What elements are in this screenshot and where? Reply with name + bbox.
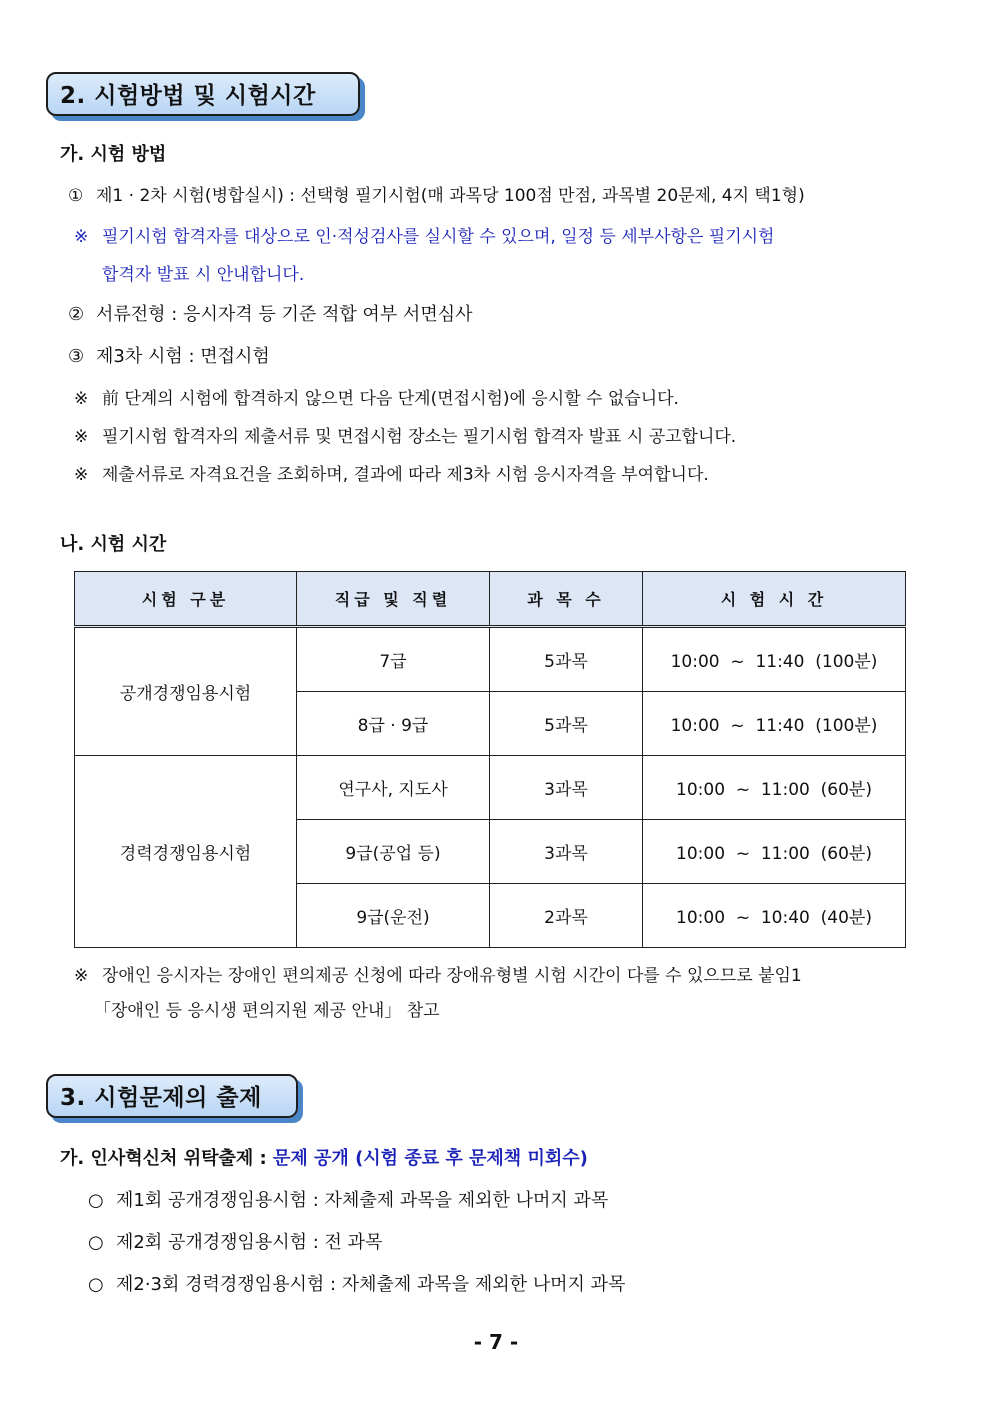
method-note-3 [74, 422, 736, 447]
question-release-prefix: 가. 인사혁신처 위탁출제 : [60, 1148, 273, 1169]
circle-bullet: ○ [88, 1190, 104, 1211]
method-item-1 [68, 181, 805, 206]
method-item-1-text: 제1 · 2차 시험(병합실시) : 선택형 필기시험(매 과목당 100점 만점, 과목별 20문제, 4지 택1형) [96, 186, 805, 206]
time-note-line2: 「장애인 등 응시생 편의지원 제공 안내」 참고 [94, 1001, 440, 1021]
page-number: - 7 - [473, 1330, 519, 1354]
grade-cell: 9급(공업 등) [297, 820, 490, 884]
method-note-2-text: 前 단계의 시험에 합격하지 않으면 다음 단계(면접시험)에 응시할 수 없습니다. [102, 389, 679, 409]
header-subject-count: 과 목 수 [490, 572, 643, 627]
reference-mark: ※ [74, 389, 89, 409]
table-row [75, 756, 906, 820]
subheading-exam-method: 가. 시험 방법 [60, 144, 167, 165]
section-3-title: 3. 시험문제의 출제 [46, 1074, 298, 1118]
circled-2-marker: ② [68, 304, 85, 325]
reference-mark: ※ [74, 427, 89, 447]
subjects-cell: 5과목 [490, 692, 643, 756]
reference-mark: ※ [74, 465, 89, 485]
time-note-line1: 장애인 응시자는 장애인 편의제공 신청에 따라 장애유형별 시험 시간이 다를 수 있으므로 붙임1 [102, 966, 802, 986]
reference-mark: ※ [74, 227, 89, 247]
list-item [88, 1186, 608, 1212]
question-release-highlight: 문제 공개 (시험 종료 후 문제책 미회수) [272, 1148, 588, 1169]
list-item [88, 1228, 382, 1254]
time-cell: 10:00 ~ 10:40 (40분) [643, 884, 906, 948]
grade-cell: 7급 [297, 627, 490, 692]
circled-1-marker: ① [68, 186, 84, 206]
table-header-row [75, 572, 906, 627]
grade-cell: 8급 · 9급 [297, 692, 490, 756]
list-item-text: 제1회 공개경쟁임용시험 : 자체출제 과목을 제외한 나머지 과목 [116, 1190, 609, 1211]
method-item-2 [68, 300, 473, 326]
circle-bullet: ○ [88, 1232, 104, 1253]
list-item-text: 제2회 공개경쟁임용시험 : 전 과목 [116, 1232, 383, 1253]
table-row [75, 627, 906, 692]
time-cell: 10:00 ~ 11:00 (60분) [643, 756, 906, 820]
circled-3-marker: ③ [68, 346, 85, 367]
method-note-1 [74, 222, 774, 247]
circle-bullet: ○ [88, 1274, 104, 1295]
method-note-2 [74, 384, 679, 409]
subjects-cell: 2과목 [490, 884, 643, 948]
reference-mark: ※ [74, 966, 89, 986]
time-cell: 10:00 ~ 11:40 (100분) [643, 627, 906, 692]
method-item-2-text: 서류전형 : 응시자격 등 기준 적합 여부 서면심사 [96, 304, 473, 325]
subheading-question-release [60, 1144, 588, 1170]
time-cell: 10:00 ~ 11:40 (100분) [643, 692, 906, 756]
method-note-4-text: 제출서류로 자격요건을 조회하며, 결과에 따라 제3차 시험 응시자격을 부여합니다. [102, 465, 709, 485]
grade-cell: 연구사, 지도사 [297, 756, 490, 820]
method-note-3-text: 필기시험 합격자의 제출서류 및 면접시험 장소는 필기시험 합격자 발표 시 공고합니다. [102, 427, 737, 447]
list-item [88, 1270, 625, 1296]
subjects-cell: 5과목 [490, 627, 643, 692]
exam-schedule-table [74, 571, 906, 948]
subjects-cell: 3과목 [490, 756, 643, 820]
group-name: 공개경쟁임용시험 [75, 627, 297, 756]
list-item-text: 제2·3회 경력경쟁임용시험 : 자체출제 과목을 제외한 나머지 과목 [116, 1274, 626, 1295]
time-cell: 10:00 ~ 11:00 (60분) [643, 820, 906, 884]
header-exam-type: 시험 구분 [75, 572, 297, 627]
method-note-1-line1: 필기시험 합격자를 대상으로 인·적성검사를 실시할 수 있으며, 일정 등 세부사항은 필기시험 [102, 227, 775, 247]
method-note-1-line2: 합격자 발표 시 안내합니다. [102, 265, 305, 285]
header-exam-time: 시 험 시 간 [643, 572, 906, 627]
subjects-cell: 3과목 [490, 820, 643, 884]
subheading-exam-time: 나. 시험 시간 [60, 534, 167, 555]
method-note-4 [74, 460, 709, 485]
section-2-title: 2. 시험방법 및 시험시간 [46, 72, 360, 116]
method-item-3 [68, 342, 270, 368]
grade-cell: 9급(운전) [297, 884, 490, 948]
time-note [74, 961, 802, 986]
method-item-3-text: 제3차 시험 : 면접시험 [96, 346, 270, 367]
group-name: 경력경쟁임용시험 [75, 756, 297, 948]
header-grade: 직급 및 직렬 [297, 572, 490, 627]
